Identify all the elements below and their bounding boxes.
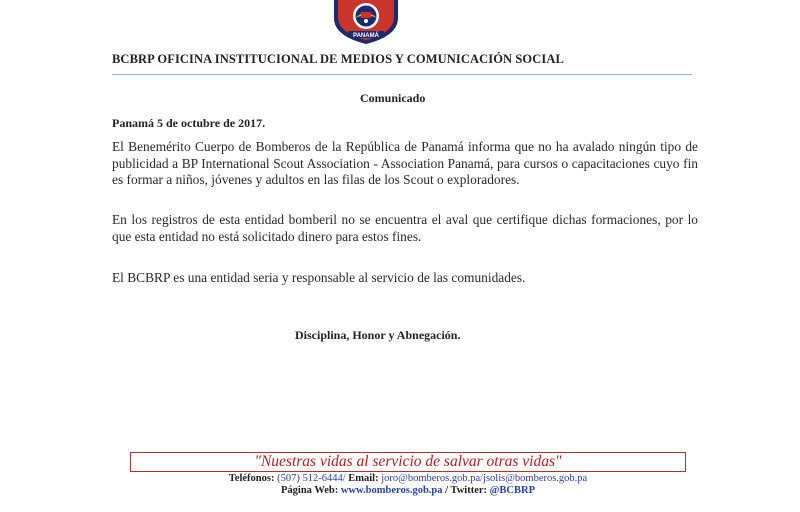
header-divider <box>112 74 692 75</box>
slogan-text: "Nuestras vidas al servicio de salvar otras vidas" <box>254 453 562 470</box>
contact-line-phones-email <box>130 473 686 485</box>
web-label: Página Web: <box>280 485 339 496</box>
closing-motto: Disciplina, Honor y Abnegación. <box>295 328 461 342</box>
email-label: Email: <box>348 473 379 484</box>
slogan-box <box>130 452 686 472</box>
phones-label: Teléfonos: <box>228 473 275 484</box>
phones-value: (507) 512-6444/ <box>277 473 346 484</box>
paragraph-3: El BCBRP es una entidad seria y responsable al servicio de las comunidades. <box>112 270 526 285</box>
website-link[interactable]: www.bomberos.gob.pa <box>340 485 443 496</box>
twitter-link[interactable]: @BCBRP <box>489 485 536 496</box>
document-date: Panamá 5 de octubre de 2017. <box>112 116 266 130</box>
office-title: BCBRP OFICINA INSTITUCIONAL DE MEDIOS Y COMUNICACIÓN SOCIAL <box>112 52 564 66</box>
email-link[interactable]: joro@bomberos.gob.pa/jsolis@bomberos.gob.pa <box>381 473 588 484</box>
document-heading: Comunicado <box>360 91 426 105</box>
twitter-label: / Twitter: <box>445 485 488 496</box>
paragraph-2: En los registros de esta entidad bomberil no se encuentra el aval que certifique dichas formaciones, por lo que esta entidad no está solicitado dinero para estos fines. <box>112 212 698 244</box>
fire-department-emblem-icon <box>328 0 404 44</box>
contact-line-web-twitter <box>130 485 686 497</box>
paragraph-1: El Benemérito Cuerpo de Bomberos de la República de Panamá informa que no ha avalado ningún tipo de publicidad a BP International Scout Association - Association Panamá, para cursos o capacitaciones cuyo fin es formar a niños, jóvenes y adultos en las filas de los Scout o exploradores. <box>112 139 698 187</box>
logo-label: PANAMÁ <box>353 33 379 39</box>
